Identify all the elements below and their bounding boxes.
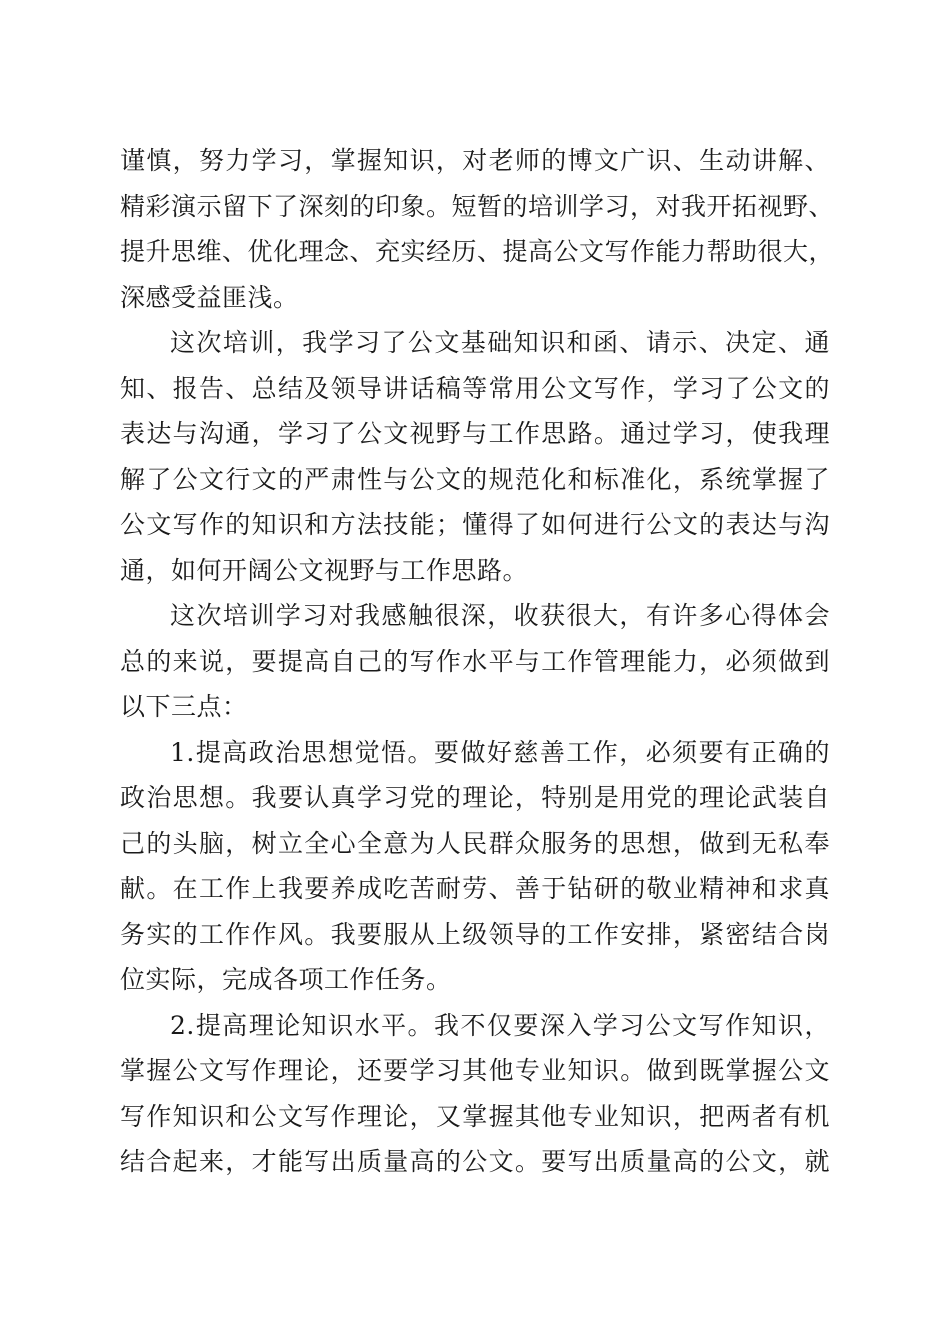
text-line: 谨慎，努力学习，掌握知识，对老师的博文广识、生动讲解、 [120, 146, 830, 175]
text-line: 掌握公文写作理论，还要学习其他专业知识。做到既掌握公文 [120, 1056, 830, 1085]
text-line: 深感受益匪浅。 [120, 282, 299, 312]
text-line: 献。在工作上我要养成吃苦耐劳、善于钻研的敬业精神和求真 [120, 874, 830, 903]
text-line: 写作知识和公文写作理论，又掌握其他专业知识，把两者有机 [120, 1101, 830, 1131]
text-line: 精彩演示留下了深刻的印象。短暂的培训学习，对我开拓视野、 [120, 191, 835, 221]
text-line: 知、报告、总结及领导讲话稿等常用公文写作，学习了公文的 [120, 373, 830, 403]
text-line: 表达与沟通，学习了公文视野与工作思路。通过学习，使我理 [120, 419, 830, 448]
text-line: 2.提高理论知识水平。我不仅要深入学习公文写作知识， [170, 1010, 830, 1040]
text-line: 以下三点： [120, 692, 248, 721]
text-line: 这次培训，我学习了公文基础知识和函、请示、决定、通 [170, 328, 830, 357]
text-line: 位实际，完成各项工作任务。 [120, 965, 452, 994]
text-line: 己的头脑，树立全心全意为人民群众服务的思想，做到无私奉 [120, 828, 830, 858]
text-line: 公文写作的知识和方法技能；懂得了如何进行公文的表达与沟 [120, 510, 830, 539]
text-line: 1.提高政治思想觉悟。要做好慈善工作，必须要有正确的 [170, 737, 830, 767]
text-line: 通，如何开阔公文视野与工作思路。 [120, 555, 529, 585]
document-body [120, 138, 835, 1185]
text-line: 提升思维、优化理念、充实经历、提高公文写作能力帮助很大， [120, 237, 835, 266]
text-line: 政治思想。我要认真学习党的理论，特别是用党的理论武装自 [120, 783, 830, 812]
text-line: 解了公文行文的严肃性与公文的规范化和标准化，系统掌握了 [120, 464, 830, 494]
text-line: 这次培训学习对我感触很深，收获很大，有许多心得体会 [170, 601, 830, 630]
text-line: 总的来说，要提高自己的写作水平与工作管理能力，必须做到 [120, 646, 830, 676]
text-line: 结合起来，才能写出质量高的公文。要写出质量高的公文，就 [120, 1147, 830, 1176]
text-line: 务实的工作作风。我要服从上级领导的工作安排，紧密结合岗 [120, 919, 830, 949]
